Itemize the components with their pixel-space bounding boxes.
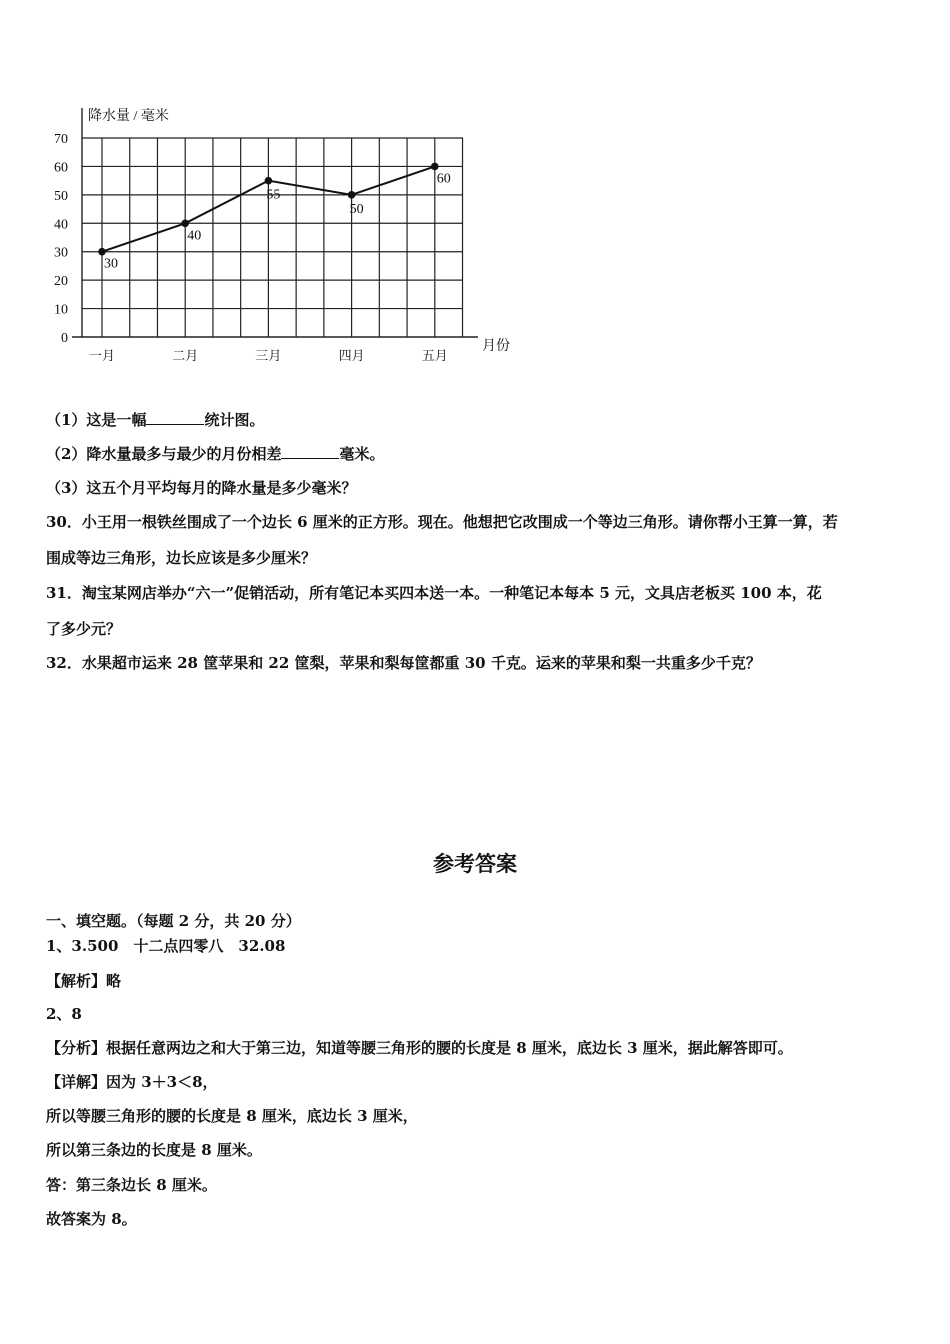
- answer-2-line1: 所以等腰三角形的腰的长度是 8 厘米，底边长 3 厘米，: [46, 1107, 418, 1125]
- question-31-line2: 了多少元？: [46, 620, 122, 638]
- data-label: 55: [266, 187, 281, 203]
- data-point: [348, 191, 356, 199]
- data-point: [265, 177, 273, 185]
- y-tick-label: 70: [54, 132, 68, 147]
- answers-title: 参考答案: [433, 852, 517, 876]
- y-tick-label: 60: [54, 160, 68, 176]
- question-32: 32．水果超市运来 28 筐苹果和 22 筐梨，苹果和梨每筐都重 30 千克。运来的苹果和梨一共重多少千克？: [46, 654, 761, 672]
- x-tick-label: 四月: [338, 348, 365, 363]
- y-tick-label: 50: [54, 188, 68, 204]
- answer-blank[interactable]: [281, 444, 339, 459]
- y-tick-label: 10: [54, 302, 68, 318]
- answer-2-line2: 所以第三条边的长度是 8 厘米。: [46, 1141, 262, 1159]
- question-30-line2: 围成等边三角形，边长应该是多少厘米？: [46, 549, 317, 567]
- answer-2-detail: 【详解】因为 3＋3＜8，: [46, 1073, 218, 1091]
- q2-text-end: 毫米。: [339, 445, 385, 463]
- answer-2: 2、8: [46, 1005, 82, 1023]
- question-1: [46, 410, 264, 430]
- question-2: [46, 444, 384, 464]
- answer-2-analysis: 【分析】根据任意两边之和大于第三边，知道等腰三角形的腰的长度是 8 厘米，底边长 3 厘米，据此解答即可。: [46, 1039, 793, 1057]
- data-point: [181, 219, 189, 227]
- answer-1: 1、3.500 十二点四零八 32.08: [46, 937, 286, 955]
- y-tick-label: 20: [54, 274, 68, 290]
- chart-marks: [98, 163, 451, 272]
- y-axis-label: 降水量 / 毫米: [88, 109, 169, 124]
- x-tick-label: 五月: [421, 348, 448, 363]
- answer-blank[interactable]: [146, 410, 204, 425]
- y-tick-label: 30: [54, 245, 68, 261]
- x-tick-label: 三月: [255, 348, 282, 363]
- data-point: [98, 248, 106, 256]
- q2-text: （2）降水量最多与最少的月份相差: [46, 445, 282, 463]
- y-tick-label: 0: [61, 331, 68, 346]
- chart-grid: [54, 108, 478, 363]
- question-3: （3）这五个月平均每月的降水量是多少毫米？: [46, 479, 357, 497]
- answer-2-line3: 答：第三条边长 8 厘米。: [46, 1176, 217, 1194]
- question-31-line1: 31．淘宝某网店举办“六一”促销活动，所有笔记本买四本送一本。一种笔记本每本 5 元，文具店老板买 100 本，花: [46, 584, 822, 602]
- answers-section: 一、填空题。（每题 2 分，共 20 分）: [46, 912, 301, 930]
- q1-text-end: 统计图。: [204, 411, 265, 429]
- y-tick-label: 40: [54, 217, 68, 233]
- answer-2-line4: 故答案为 8。: [46, 1210, 137, 1228]
- x-axis-label: 月份: [482, 339, 510, 354]
- data-label: 50: [349, 201, 364, 217]
- x-tick-label: 二月: [172, 348, 199, 363]
- x-tick-label: 一月: [88, 348, 116, 363]
- data-label: 60: [436, 171, 451, 187]
- data-label: 40: [187, 228, 202, 244]
- data-point: [431, 163, 439, 171]
- question-30-line1: 30．小王用一根铁丝围成了一个边长 6 厘米的正方形。现在。他想把它改围成一个等边三角形。请你帮小王算一算，若: [46, 513, 838, 531]
- data-label: 30: [104, 256, 118, 272]
- q1-text: （1）这是一幅: [46, 411, 147, 429]
- answer-1-analysis: 【解析】略: [46, 972, 122, 990]
- rainfall-line-chart: [0, 0, 950, 380]
